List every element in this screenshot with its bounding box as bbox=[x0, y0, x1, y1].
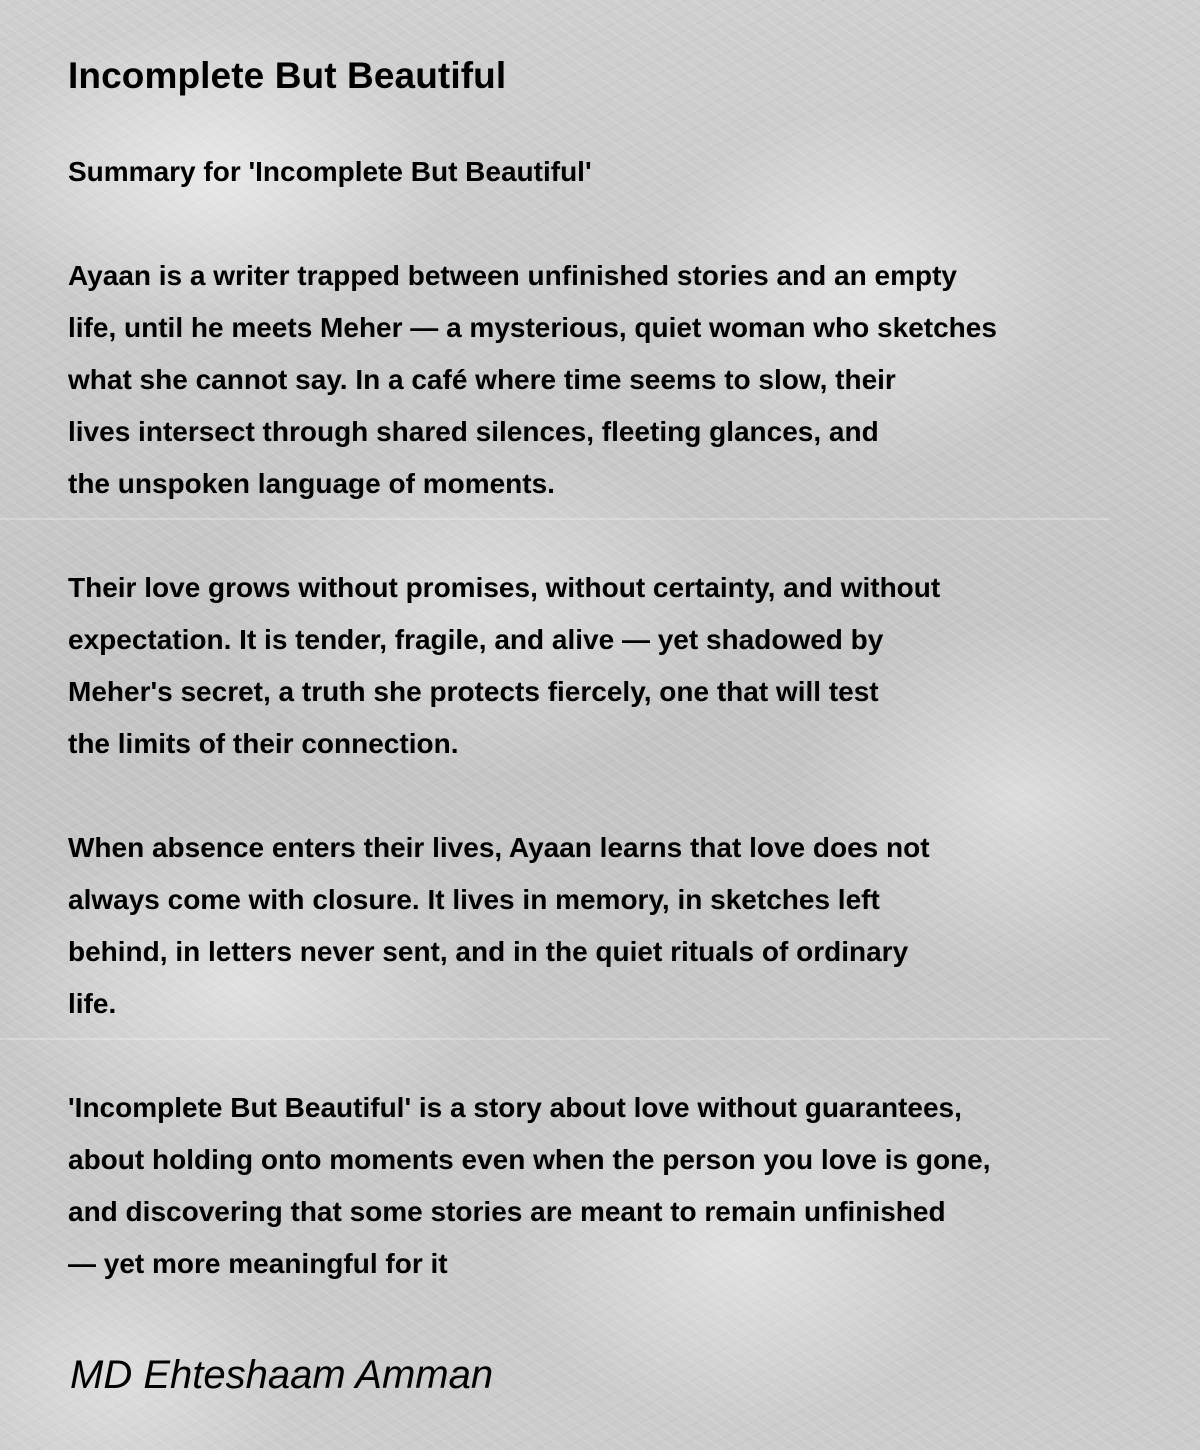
author-name: MD Ehteshaam Amman bbox=[70, 1353, 494, 1397]
summary-heading: Summary for 'Incomplete But Beautiful' bbox=[68, 156, 592, 187]
paragraph-line: — yet more meaningful for it bbox=[68, 1248, 448, 1279]
paragraph-line: life. bbox=[68, 988, 117, 1019]
paragraph-line: lives intersect through shared silences, fleeting glances, and bbox=[68, 416, 879, 447]
stanza-gap bbox=[68, 1030, 1168, 1082]
poem-content bbox=[68, 50, 1168, 1290]
paragraph-line: the unspoken language of moments. bbox=[68, 468, 555, 499]
paragraph-line: When absence enters their lives, Ayaan learns that love does not bbox=[68, 832, 930, 863]
poem-title: Incomplete But Beautiful bbox=[68, 55, 507, 96]
paragraph-line: Meher's secret, a truth she protects fiercely, one that will test bbox=[68, 676, 879, 707]
paragraph-line: what she cannot say. In a café where time seems to slow, their bbox=[68, 364, 896, 395]
paragraph-line: Their love grows without promises, without certainty, and without bbox=[68, 572, 941, 603]
paragraph-line: 'Incomplete But Beautiful' is a story about love without guarantees, bbox=[68, 1092, 962, 1123]
paragraph-line: expectation. It is tender, fragile, and alive — yet shadowed by bbox=[68, 624, 884, 655]
paragraph-line: always come with closure. It lives in memory, in sketches left bbox=[68, 884, 880, 915]
paragraph-line: about holding onto moments even when the person you love is gone, bbox=[68, 1144, 991, 1175]
stanza-gap bbox=[68, 510, 1168, 562]
paragraph-line: Ayaan is a writer trapped between unfinished stories and an empty bbox=[68, 260, 957, 291]
paragraph-line: the limits of their connection. bbox=[68, 728, 459, 759]
paragraph-line: and discovering that some stories are meant to remain unfinished bbox=[68, 1196, 946, 1227]
stanza-gap bbox=[68, 770, 1168, 822]
stanza-gap bbox=[68, 198, 1168, 250]
paragraph-line: life, until he meets Meher — a mysterious, quiet woman who sketches bbox=[68, 312, 997, 343]
poem-body bbox=[68, 146, 1168, 1290]
paragraph-line: behind, in letters never sent, and in the quiet rituals of ordinary bbox=[68, 936, 909, 967]
